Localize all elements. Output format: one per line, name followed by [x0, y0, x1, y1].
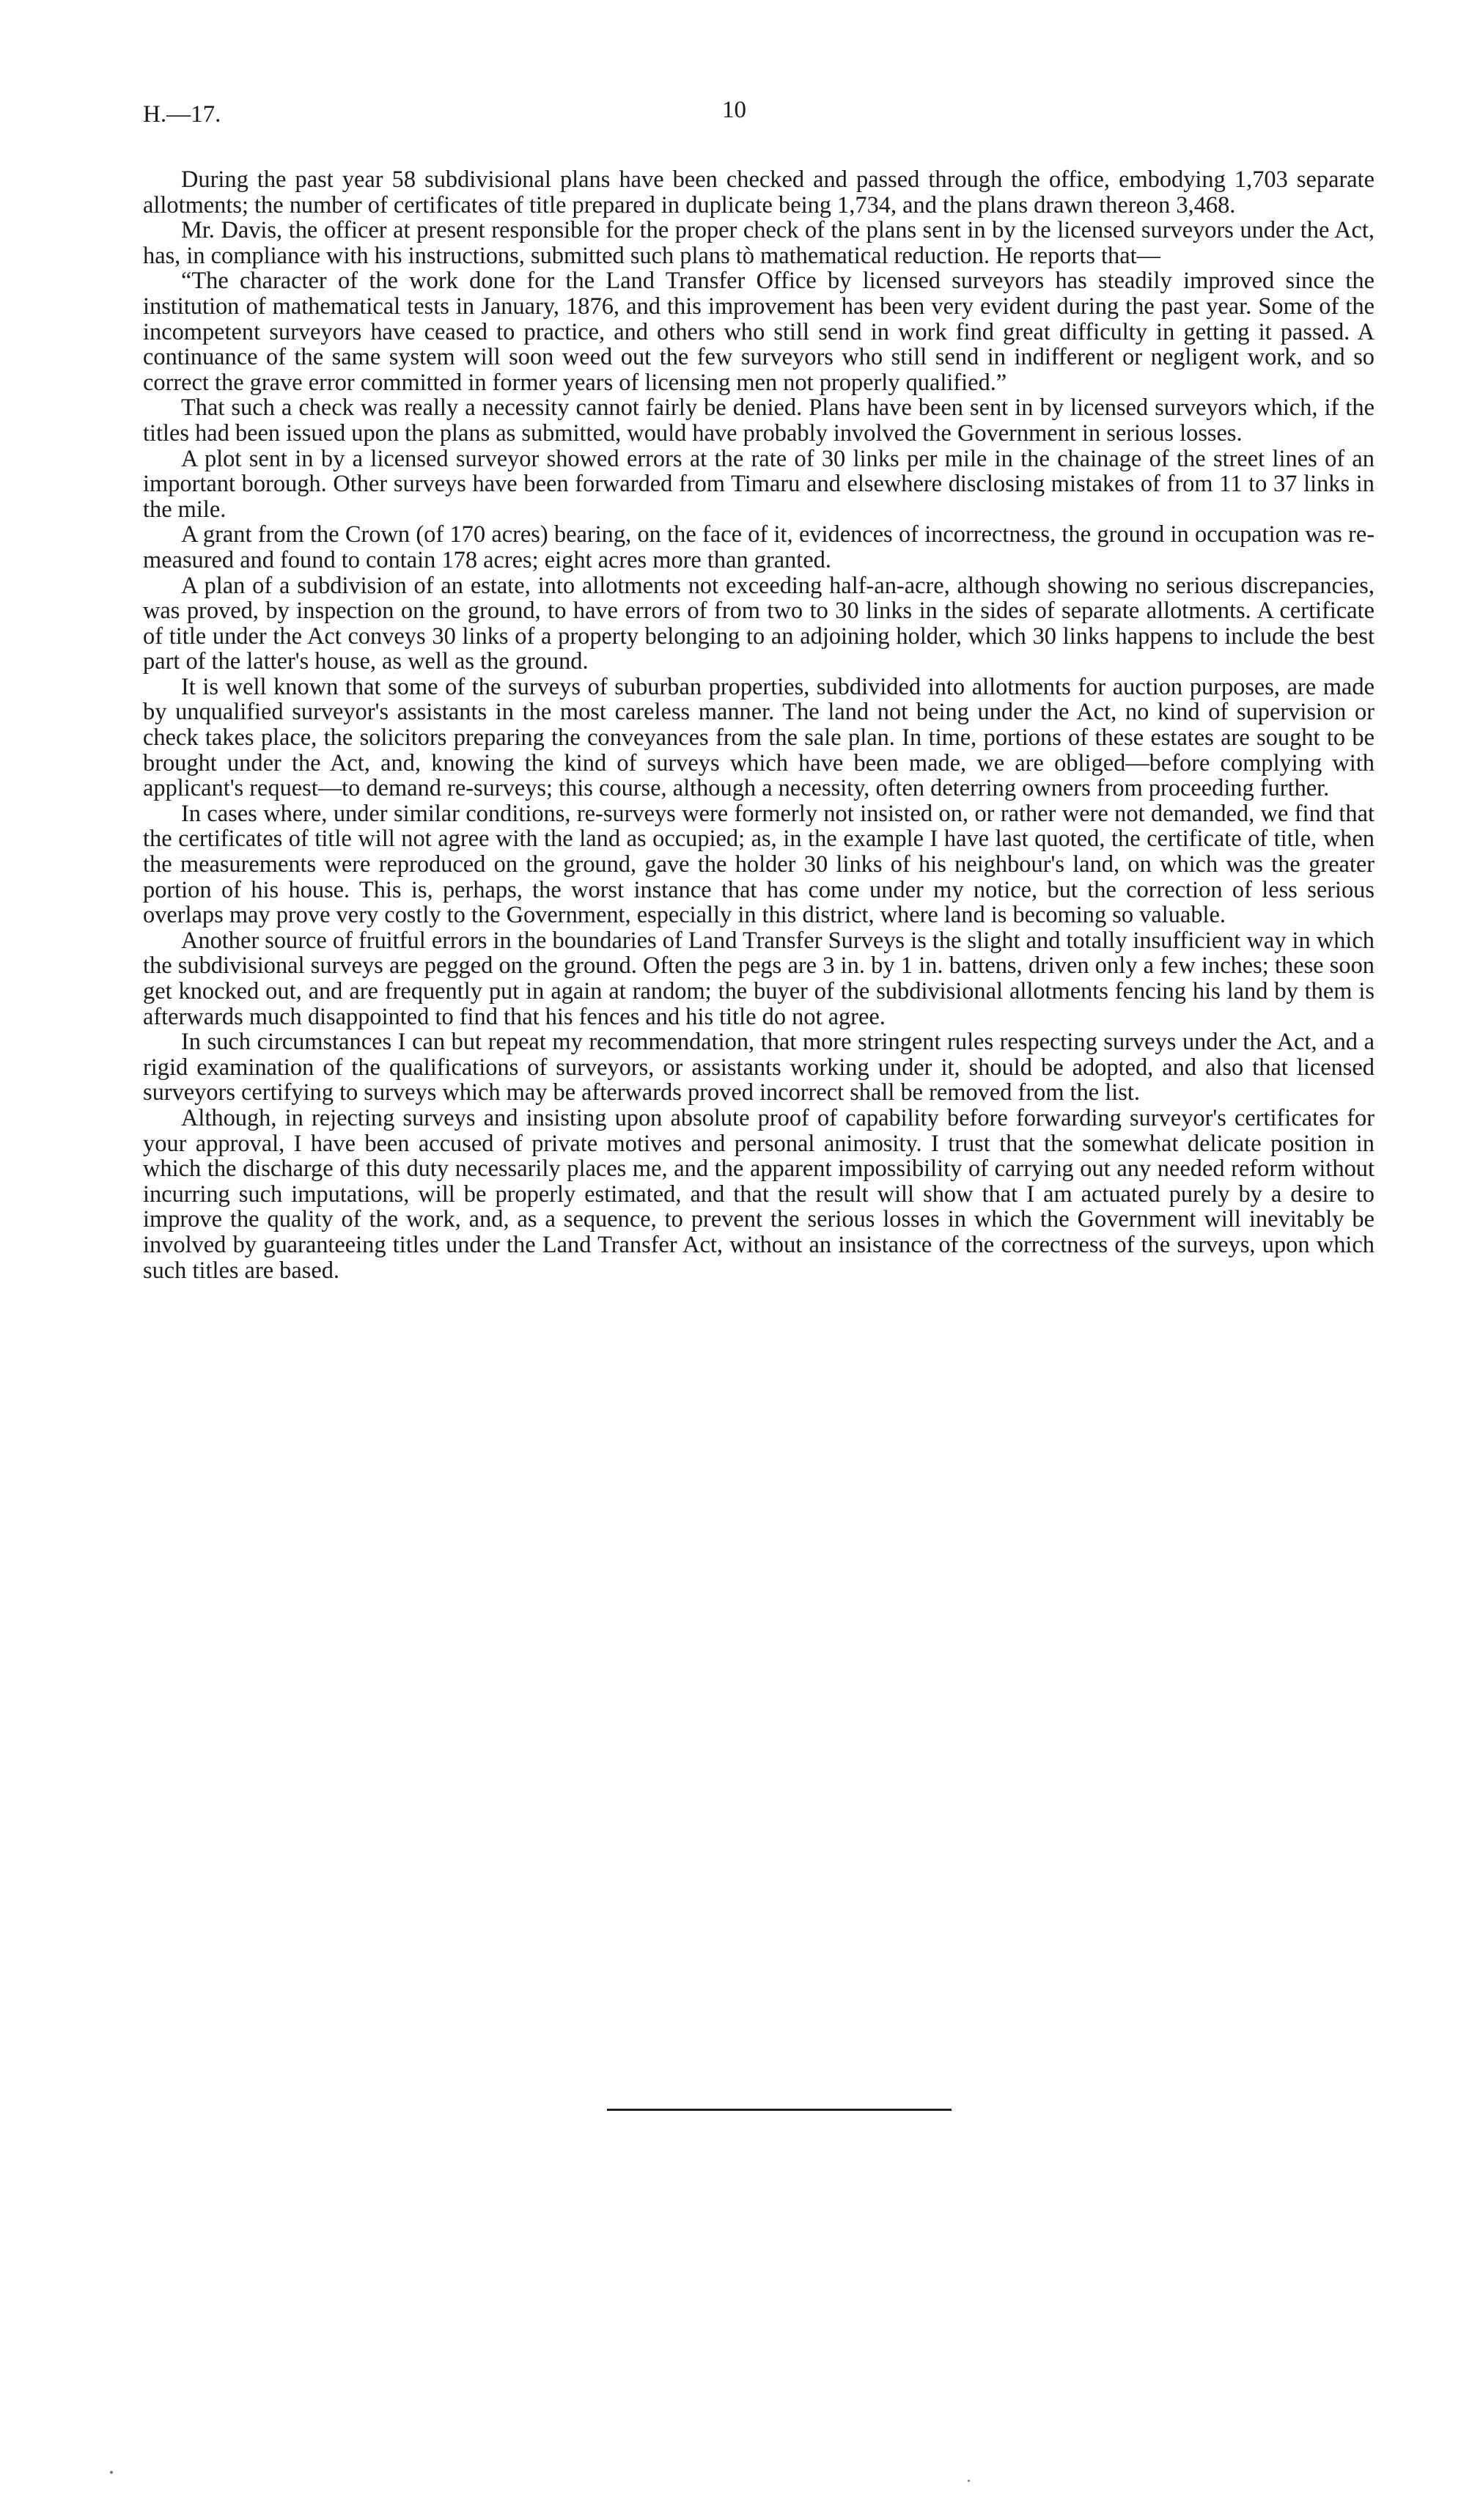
paragraph: In cases where, under similar conditions, re-surveys were formerly not insisted on, or rather were not demanded, we find that the certificates of title will not agree with the land as occupied; as, in the example I have last quoted, the certificate of title, when the measurements were reproduced on the ground, gave the holder 30 links of his neighbour's land, on which was the greater portion of his house. This is, perhaps, the worst instance that has come under my notice, but the correction of less serious overlaps may prove very costly to the Government, especially in this district, where land is becoming so valuable. — [143, 800, 1375, 929]
paragraph: A plot sent in by a licensed surveyor showed errors at the rate of 30 links per mile in the chainage of the street lines of an important borough. Other surveys have been forwarded from Timaru and elsewhere disclosing mistakes of from 11 to 37 links in the mile. — [143, 445, 1375, 523]
paragraph: Although, in rejecting surveys and insisting upon absolute proof of capability before forwarding surveyor's certificates for your approval, I have been accused of private motives and personal animosity. I trust that the somewhat delicate position in which the discharge of this duty necessarily places me, and the apparent impossibility of carrying out any needed reform without incurring such imputations, will be properly estimated, and that the result will show that I am actuated purely by a desire to improve the quality of the work, and, as a sequence, to prevent the serious losses in which the Government will inevitably be involved by guaranteeing titles under the Land Transfer Act, without an insistance of the correctness of the surveys, upon which such titles are based. — [143, 1104, 1375, 1284]
paragraph: A grant from the Crown (of 170 acres) bearing, on the face of it, evidences of incorrectness, the ground in occupation was re-measured and found to contain 178 acres; eight acres more than granted. — [143, 521, 1375, 573]
closing-rule — [607, 2109, 952, 2111]
body-text — [143, 167, 1375, 1283]
scan-speck — [110, 2471, 113, 2474]
paragraph: That such a check was really a necessity cannot fairly be denied. Plans have been sent in by licensed surveyors which, if the titles had been issued upon the plans as submitted, would have probably involved the Government in serious losses. — [143, 394, 1375, 447]
paragraph: Mr. Davis, the officer at present responsible for the proper check of the plans sent in by the licensed surveyors under the Act, has, in compliance with his instructions, submitted such plans tò mathematical reduction. He reports that— — [143, 217, 1375, 269]
quoted-paragraph: “The character of the work done for the Land Transfer Office by licensed surveyors has steadily improved since the institution of mathematical tests in January, 1876, and this improvement has been very evident during the past year. Some of the incompetent surveyors have ceased to practice, and others who still send in work find great difficulty in getting it passed. A continuance of the same system will soon weed out the few surveyors who still send in indifferent or negligent work, and so correct the grave error committed in former years of licensing men not properly qualified.” — [143, 268, 1375, 396]
paragraph: During the past year 58 subdivisional plans have been checked and passed through the office, embodying 1,703 separate allotments; the number of certificates of title prepared in duplicate being 1,734, and the plans drawn thereon 3,468. — [143, 166, 1375, 218]
page-header — [143, 97, 1389, 138]
paragraph: A plan of a subdivision of an estate, into allotments not exceeding half-an-acre, although showing no serious discrepancies, was proved, by inspection on the ground, to have errors of from two to 30 links in the sides of separate allotments. A certificate of title under the Act conveys 30 links of a property belonging to an adjoining holder, which 30 links happens to include the best part of the latter's house, as well as the ground. — [143, 572, 1375, 675]
paragraph: It is well known that some of the surveys of suburban properties, subdivided into allotments for auction purposes, are made by unqualified surveyor's assistants in the most careless manner. The land not being under the Act, no kind of supervision or check takes place, the solicitors preparing the conveyances from the sale plan. In time, portions of these estates are sought to be brought under the Act, and, knowing the kind of surveys which have been made, we are obliged—before complying with applicant's request—to demand re-surveys; this course, although a necessity, often deterring owners from proceeding further. — [143, 673, 1375, 802]
scan-speck — [968, 2480, 970, 2482]
page-number: 10 — [722, 97, 746, 123]
paragraph: In such circumstances I can but repeat my recommendation, that more stringent rules respecting surveys under the Act, and a rigid examination of the qualifications of surveyors, or assistants working under it, should be adopted, and also that licensed surveyors certifying to surveys which may be afterwards proved incorrect shall be removed from the list. — [143, 1029, 1375, 1106]
document-reference: H.—17. — [143, 101, 221, 128]
paragraph: Another source of fruitful errors in the boundaries of Land Transfer Surveys is the slight and totally insufficient way in which the subdivisional surveys are pegged on the ground. Often the pegs are 3 in. by 1 in. battens, driven only a few inches; these soon get knocked out, and are frequently put in again at random; the buyer of the subdivisional allotments fencing his land by them is afterwards much disappointed to find that his fences and his title do not agree. — [143, 927, 1375, 1030]
